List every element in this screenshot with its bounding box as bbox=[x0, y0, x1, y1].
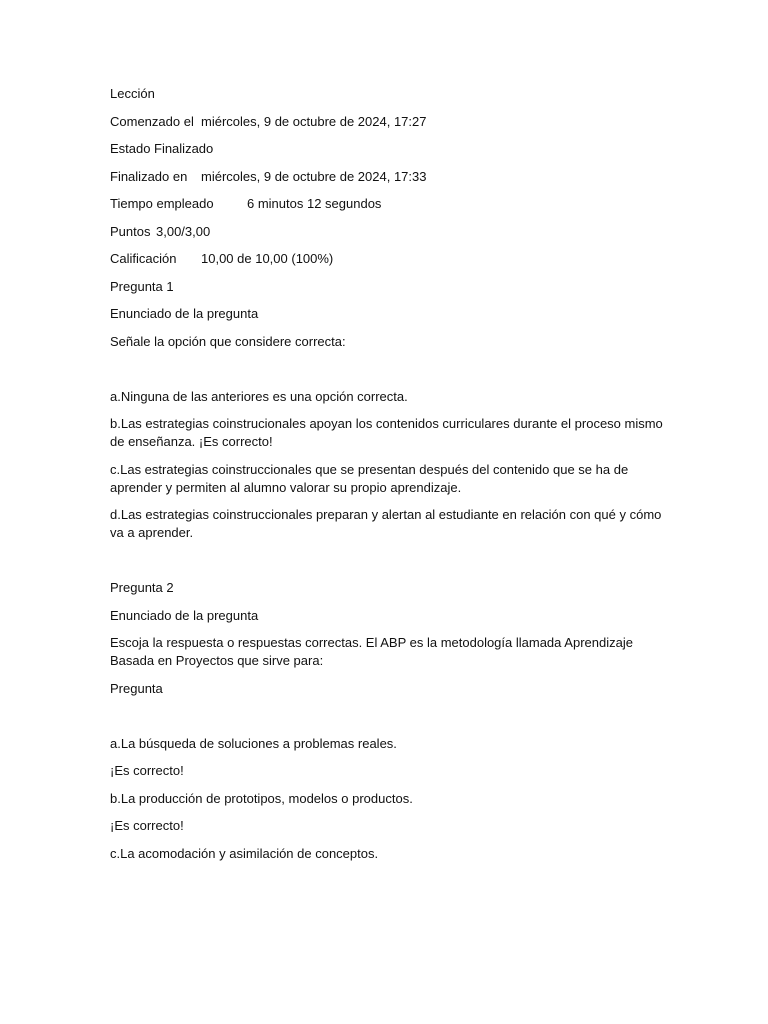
question-1-title: Pregunta 1 bbox=[110, 278, 174, 294]
points-value: 3,00/3,00 bbox=[156, 223, 211, 239]
state-value: Finalizado bbox=[154, 141, 214, 156]
question-1-statement-label: Enunciado de la pregunta bbox=[110, 306, 259, 321]
question-1-option-d: d.Las estrategias coinstruccionales preparan y alertan al estudiante en relación con qué y cómo va a aprender. bbox=[110, 507, 662, 540]
state-row bbox=[110, 140, 670, 158]
question-2-title: Pregunta 2 bbox=[110, 580, 174, 595]
question-2-option-c: c.La acomodación y asimilación de conceptos. bbox=[110, 845, 379, 861]
points-row bbox=[110, 223, 670, 241]
started-value: miércoles, 9 de octubre de 2024, 17:27 bbox=[201, 113, 427, 129]
grade-value: 10,00 de 10,00 (100%) bbox=[201, 251, 334, 266]
grade-row bbox=[110, 250, 670, 268]
question-1-option-b: b.Las estrategias coinstrucionales apoyan los contenidos curriculares durante el proceso mismo de enseñanza. ¡Es correcto! bbox=[110, 416, 663, 449]
started-row bbox=[110, 113, 670, 131]
question-2-sub-label: Pregunta bbox=[110, 680, 163, 696]
finished-label: Finalizado en bbox=[110, 168, 188, 184]
question-2-statement-label: Enunciado de la pregunta bbox=[110, 607, 259, 623]
started-label: Comenzado el bbox=[110, 113, 194, 129]
question-2-option-b: b.La producción de prototipos, modelos o productos. bbox=[110, 790, 413, 806]
lesson-title: Lección bbox=[110, 86, 155, 101]
question-1-option-a: a.Ninguna de las anteriores es una opción correcta. bbox=[110, 388, 408, 404]
question-1-option-c: c.Las estrategias coinstruccionales que se presentan después del contenido que se ha de aprender y permiten al alumno valorar su propio aprendizaje. bbox=[110, 461, 629, 495]
grade-label: Calificación bbox=[110, 251, 177, 266]
time-row bbox=[110, 195, 670, 213]
document-body bbox=[110, 85, 670, 863]
state-label: Estado bbox=[110, 141, 151, 156]
question-2-feedback-a: ¡Es correcto! bbox=[110, 763, 184, 778]
points-label: Puntos bbox=[110, 223, 151, 239]
time-label: Tiempo empleado bbox=[110, 196, 214, 211]
question-2-prompt: Escoja la respuesta o respuestas correctas. El ABP es la metodología llamada Aprendizaje Basada en Proyectos que sirve para: bbox=[110, 635, 633, 668]
time-value: 6 minutos 12 segundos bbox=[247, 196, 382, 211]
question-2-option-a: a.La búsqueda de soluciones a problemas reales. bbox=[110, 735, 397, 751]
question-2-feedback-b: ¡Es correcto! bbox=[110, 818, 184, 833]
question-1-prompt: Señale la opción que considere correcta: bbox=[110, 333, 346, 349]
finished-row bbox=[110, 168, 670, 186]
finished-value: miércoles, 9 de octubre de 2024, 17:33 bbox=[201, 168, 427, 184]
